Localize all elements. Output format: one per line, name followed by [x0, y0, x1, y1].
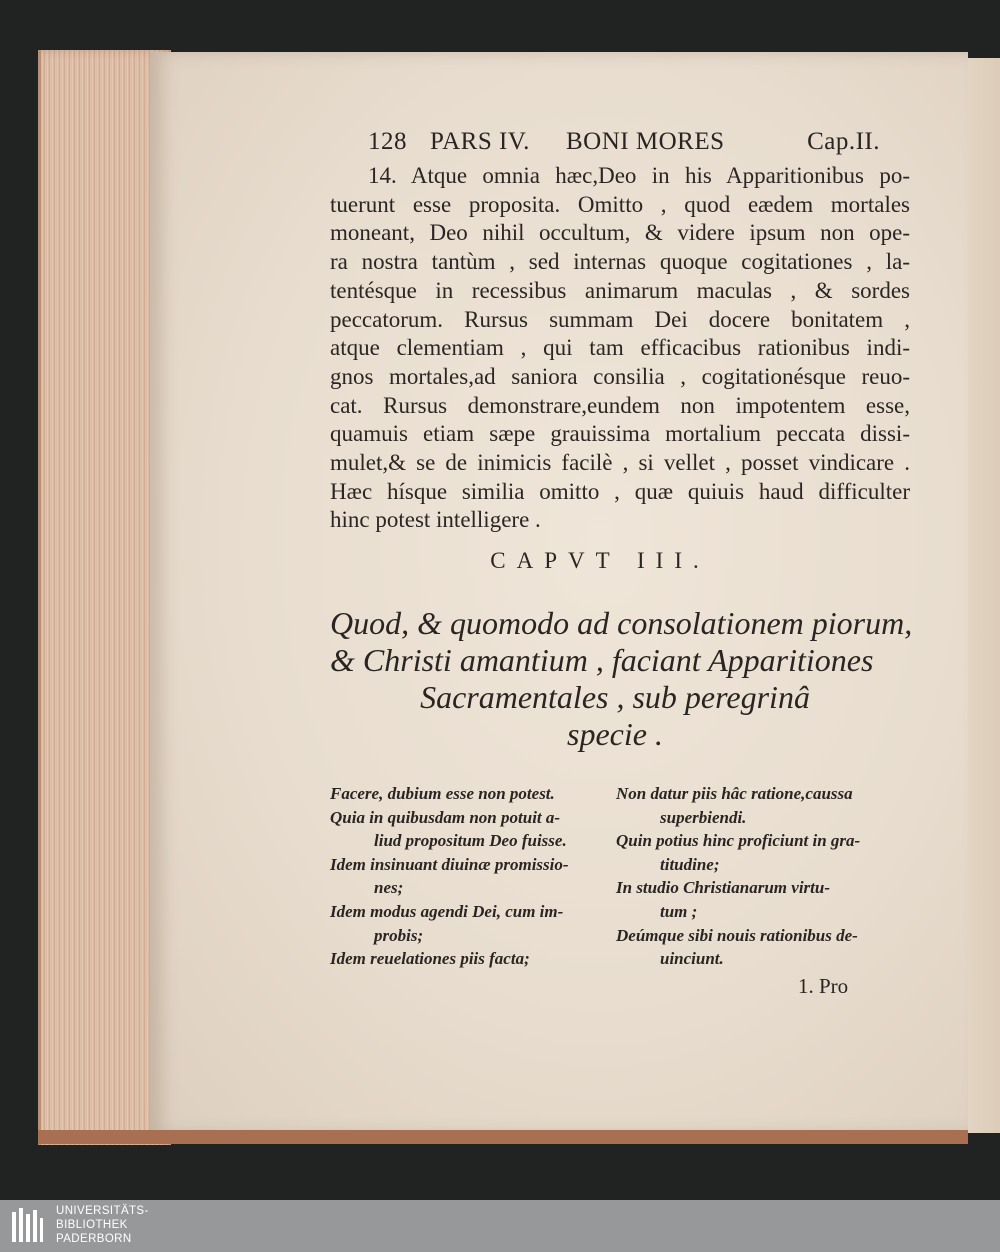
- text-line: peccatorum. Rursus summam Dei docere bonitatem ,: [330, 306, 910, 332]
- text-line: quamuis etiam sæpe grauissima mortalium peccata dissi-: [330, 421, 910, 447]
- summary-line: Deúmque sibi nouis rationibus de-: [616, 925, 858, 945]
- text-line: mulet,& se de inimicis facilè , si vellet , posset vindicare .: [330, 450, 910, 476]
- title-line: & Christi amantium , faciant Apparitiones: [330, 642, 874, 678]
- summary-left-column: [330, 782, 600, 971]
- summary-line: Idem reuelationes piis facta;: [330, 949, 530, 969]
- text-line: tentésque in recessibus animarum maculas , & sordes: [330, 277, 910, 303]
- text-line: hinc potest intelligere .: [330, 507, 541, 533]
- body-paragraph: [330, 162, 910, 535]
- text-line: ra nostra tantùm , sed internas quoque cogitationes , la-: [330, 249, 910, 275]
- text-line: cat. Rursus demonstrare,eundem non impotentem esse,: [330, 392, 910, 418]
- title-line: Quod, & quomodo ad consolationem piorum,: [330, 605, 913, 641]
- library-name-line: PADERBORN: [56, 1233, 132, 1245]
- chapter-heading: CAPVT III.: [490, 548, 710, 573]
- summary-line: uinciunt.: [660, 949, 724, 969]
- summary-line: Idem modus agendi Dei, cum im-: [330, 901, 564, 921]
- summary-line: Non datur piis hâc ratione,caussa: [616, 784, 853, 803]
- summary-line: In studio Christianarum virtu-: [616, 878, 831, 898]
- text-line: moneant, Deo nihil occultum, & videre ipsum non ope-: [330, 220, 910, 246]
- summary-line: Idem insinuant diuinæ promissio-: [330, 854, 569, 874]
- summary-line: liud propositum Deo fuisse.: [374, 831, 567, 851]
- summary-line: tum ;: [660, 901, 698, 921]
- section-label: BONI MORES: [566, 128, 725, 155]
- library-name-line: UNIVERSITÄTS-: [56, 1205, 149, 1217]
- library-name[interactable]: [56, 1204, 149, 1246]
- text-line: atque clementiam , qui tam efficacibus rationibus indi-: [330, 335, 910, 361]
- summary-line: probis;: [374, 925, 424, 945]
- text-line: Hæc hísque similia omitto , quæ quiuis haud difficulter: [330, 478, 910, 504]
- summary-line: Facere, dubium esse non potest.: [330, 784, 555, 803]
- text-line: tuerunt esse proposita. Omitto , quod eædem mortales: [330, 191, 910, 217]
- library-logo-icon: [10, 1206, 44, 1246]
- summary-line: Quin potius hinc proficiunt in gra-: [616, 831, 861, 851]
- chapter-title: [330, 605, 913, 753]
- chapter-label: Cap.II.: [807, 128, 880, 155]
- text-line: 14. Atque omnia hæc,Deo in his Apparitionibus po-: [368, 163, 910, 188]
- catchword: 1. Pro: [798, 974, 849, 998]
- running-head: [368, 128, 880, 160]
- library-footer-bar: [0, 1200, 1000, 1252]
- text-line: gnos mortales,ad saniora consilia , cogitationésque reuo-: [330, 363, 910, 389]
- page-number: 128: [368, 128, 407, 155]
- summary-line: Quia in quibusdam non potuit a-: [330, 807, 561, 827]
- book-cover-edge: [38, 1130, 968, 1144]
- part-label: PARS IV.: [430, 128, 530, 155]
- summary-line: titudine;: [660, 854, 720, 874]
- summary-line: superbiendi.: [660, 807, 747, 827]
- title-line: specie .: [567, 716, 663, 752]
- title-line: Sacramentales , sub peregrinâ: [420, 679, 810, 715]
- summary-right-column: [616, 782, 896, 971]
- library-name-line: BIBLIOTHEK: [56, 1219, 128, 1231]
- summary-line: nes;: [374, 878, 404, 898]
